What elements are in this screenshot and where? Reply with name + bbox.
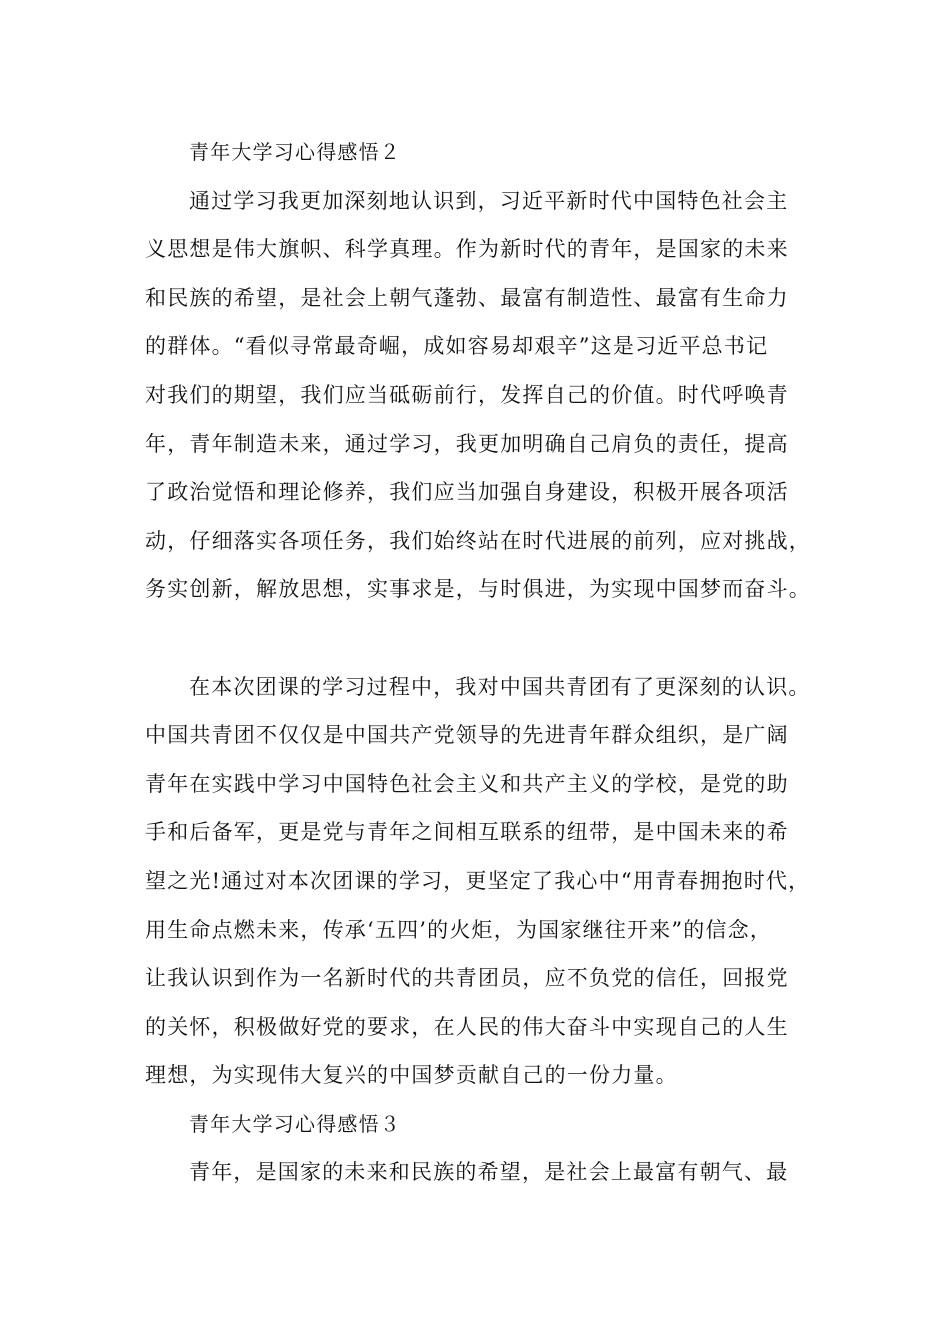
paragraph-gap	[145, 614, 825, 663]
section-heading-2: 青年大学习心得感悟２	[189, 140, 401, 164]
paragraph-line: 让我认识到作为一名新时代的共青团员，应不负党的信任，回报党	[145, 966, 789, 991]
paragraph-line: 在本次团课的学习过程中，我对中国共青团有了更深刻的认识。	[189, 674, 811, 699]
paragraph-line: 的关怀，积极做好党的要求，在人民的伟大奋斗中实现自己的人生	[145, 1014, 789, 1039]
paragraph-line: 的群体。“看似寻常最奇崛，成如容易却艰辛”这是习近平总书记	[145, 334, 769, 359]
paragraph-line: 义思想是伟大旗帜、科学真理。作为新时代的青年，是国家的未来	[145, 237, 789, 262]
paragraph-2	[145, 663, 825, 1100]
paragraph-line: 对我们的期望，我们应当砥砺前行，发挥自己的价值。时代呼唤青	[145, 382, 789, 407]
paragraph-line: 和民族的希望，是社会上朝气蓬勃、最富有制造性、最富有生命力	[145, 285, 789, 310]
paragraph-line: 理想，为实现伟大复兴的中国梦贡献自己的一份力量。	[145, 1063, 678, 1088]
paragraph-line: 青年，是国家的未来和民族的希望，是社会上最富有朝气、最	[189, 1160, 789, 1185]
document-page	[145, 128, 825, 1197]
paragraph-3	[145, 1148, 825, 1197]
paragraph-line: 青年在实践中学习中国特色社会主义和共产主义的学校，是党的助	[145, 771, 789, 796]
paragraph-line: 了政治觉悟和理论修养，我们应当加强自身建设，积极开展各项活	[145, 480, 789, 505]
paragraph-line: 用生命点燃未来，传承‘五四’的火炬，为国家继往开来”的信念，	[145, 917, 773, 942]
paragraph-line: 通过学习我更加深刻地认识到，习近平新时代中国特色社会主	[189, 188, 789, 213]
paragraph-line: 年，青年制造未来，通过学习，我更加明确自己肩负的责任，提高	[145, 431, 789, 456]
paragraph-1	[145, 177, 825, 614]
paragraph-line: 务实创新，解放思想，实事求是，与时俱进，为实现中国梦而奋斗。	[145, 577, 811, 602]
paragraph-line: 望之光!通过对本次团课的学习，更坚定了我心中“用青春拥抱时代，	[145, 868, 811, 893]
paragraph-line: 动，仔细落实各项任务，我们始终站在时代进展的前列，应对挑战，	[145, 528, 811, 553]
section-heading-3: 青年大学习心得感悟３	[189, 1111, 401, 1136]
paragraph-line: 手和后备军，更是党与青年之间相互联系的纽带，是中国未来的希	[145, 820, 789, 845]
paragraph-line: 中国共青团不仅仅是中国共产党领导的先进青年群众组织，是广阔	[145, 723, 789, 748]
